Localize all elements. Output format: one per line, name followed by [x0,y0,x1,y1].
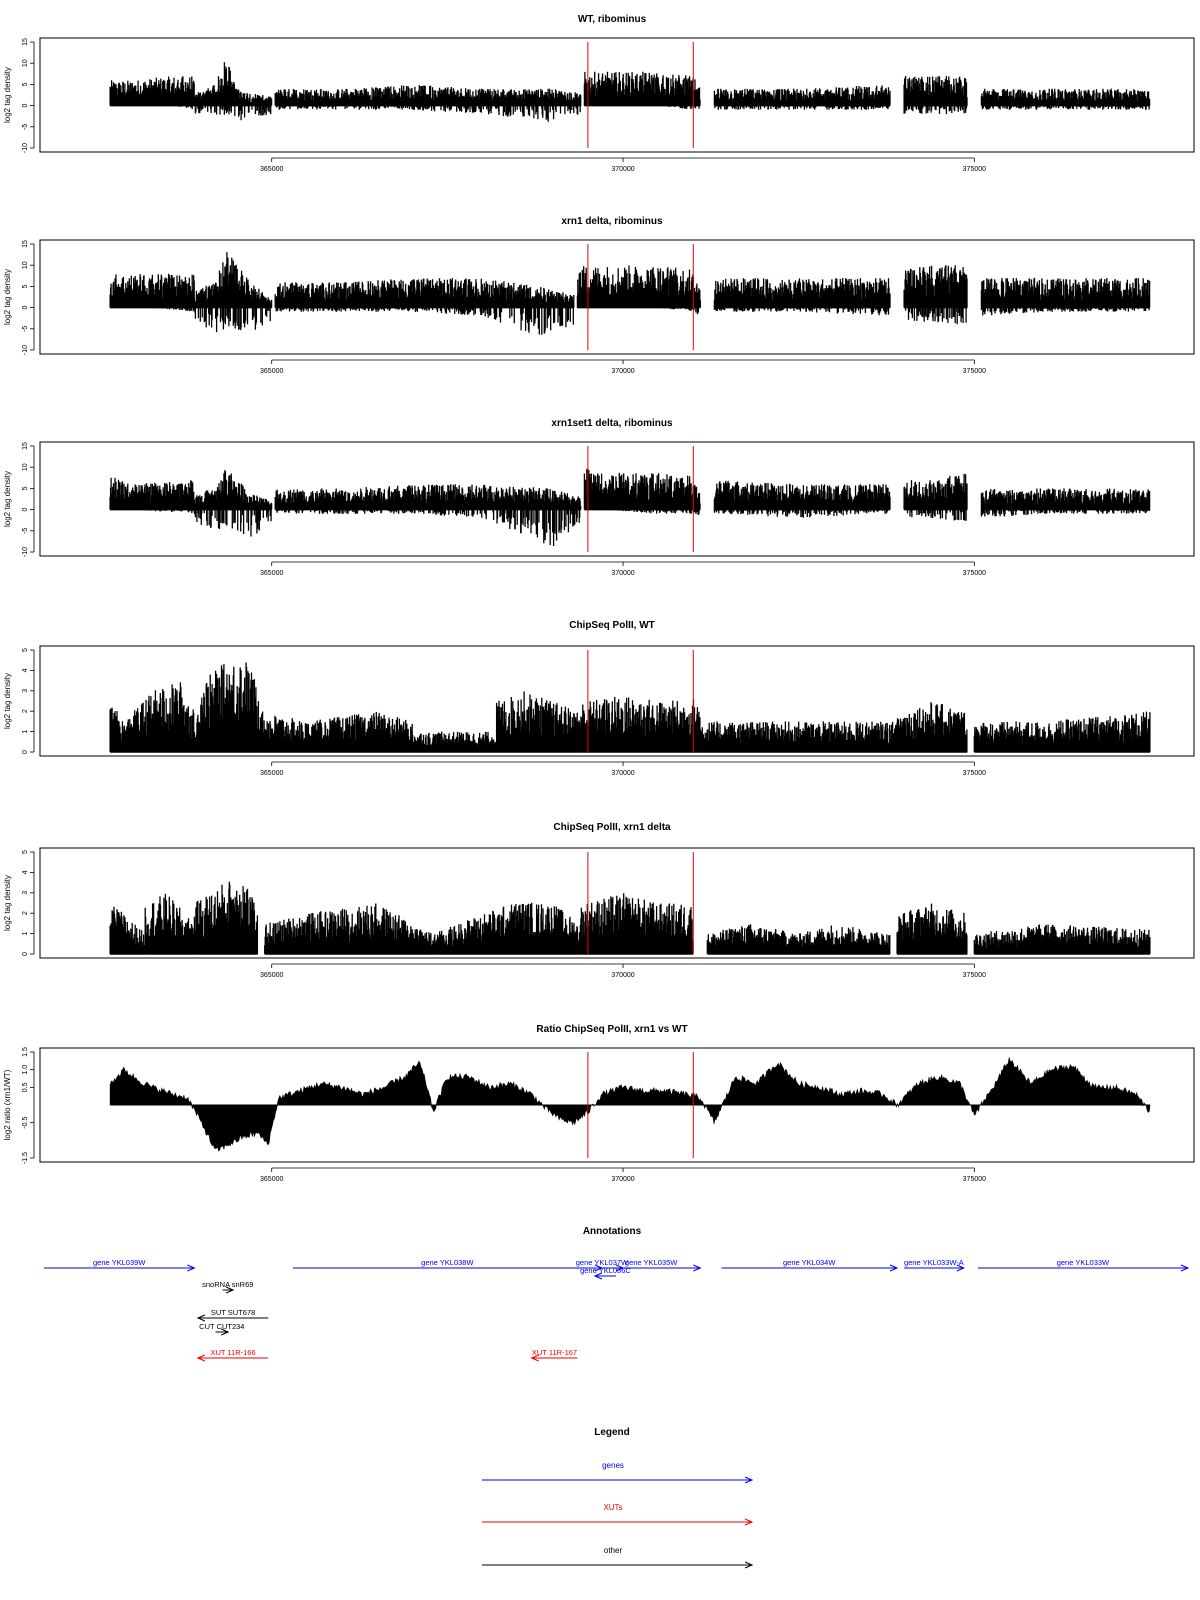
y-tick-label: 1 [22,729,29,734]
y-tick-label: 0 [22,103,29,108]
signal-bars [275,278,574,335]
annotation-label: CUT CUT234 [199,1322,245,1331]
y-tick-label: 5 [22,284,29,289]
y-tick-label: 0.5 [22,1082,29,1093]
y-tick-label: 15 [22,38,29,46]
y-axis-label: log2 tag density [3,672,12,730]
annotation-feature [293,1258,602,1271]
signal-bars [981,89,1149,110]
x-tick-label: 370000 [611,972,635,979]
signal-segment [981,89,1150,110]
signal-segment [275,85,581,122]
signal-bars [110,682,194,752]
signal-segment [581,697,700,752]
signal-segment [981,278,1150,316]
annotation-feature [978,1258,1188,1271]
y-tick-label: 4 [22,668,29,673]
signal-segment [897,904,967,954]
y-tick-label: 15 [22,240,29,248]
legend-item [482,1503,752,1525]
signal-segment [584,72,700,109]
signal-segment [707,924,890,954]
y-tick-label: 1.5 [22,1047,29,1057]
signal-segment [714,481,890,518]
y-tick-label: 2 [22,911,29,916]
signal-segment [700,721,897,752]
y-tick-label: 5 [22,648,29,652]
y-tick-label: 0 [22,952,29,956]
annotation-feature [198,1308,268,1321]
signal-segment [275,278,574,335]
annotation-label: gene YKL035W [624,1258,678,1267]
signal-segment [194,470,271,536]
signal-bars [275,484,581,546]
signal-segment [110,76,194,109]
signal-segment [412,732,496,752]
y-tick-label: 4 [22,870,29,875]
signal-bars [275,85,581,122]
signal-segment [265,904,434,955]
y-tick-label: 15 [22,442,29,450]
signal-segment [714,85,890,109]
signal-bars [904,474,967,521]
y-tick-label: -5 [22,123,29,130]
y-tick-label: -5 [22,325,29,332]
annotation-feature [580,1266,631,1279]
legend-item [482,1461,752,1483]
legend [482,1427,752,1568]
signal-segment [974,925,1150,955]
signal-segment [275,484,581,546]
y-tick-label: 0 [22,305,29,310]
panel-title: Ratio ChipSeq PolII, xrn1 vs WT [536,1024,688,1035]
signal-bars [194,62,271,120]
signal-segment [584,469,700,515]
signal-bars [110,478,194,513]
x-tick-label: 365000 [260,368,284,375]
y-tick-label: 2 [22,709,29,714]
y-tick-label: 0 [22,750,29,754]
y-tick-label: -10 [22,142,29,154]
panel-title: xrn1set1 delta, ribominus [551,418,673,429]
signal-bars [194,470,271,536]
y-tick-label: 5 [22,486,29,491]
annotation-label: gene YKL033W [1056,1258,1110,1267]
x-tick-label: 370000 [611,368,635,375]
chart-panel-5 [3,822,1194,979]
legend-label: XUTs [603,1503,623,1512]
signal-bars [981,488,1149,516]
annotation-feature [44,1258,194,1271]
signal-bars [110,907,145,954]
y-tick-label: 5 [22,850,29,854]
signal-bars [974,925,1150,955]
y-tick-label: 1 [22,931,29,936]
signal-bars [261,712,412,752]
annotation-feature [198,1348,268,1361]
y-tick-label: 0 [22,507,29,512]
signal-bars [584,469,700,515]
panel-title: WT, ribominus [577,14,647,25]
signal-segment [904,76,967,114]
signal-bars [707,924,890,954]
annotation-label: XUT 11R-167 [531,1348,578,1357]
signal-segment [714,278,890,315]
signal-segment [577,266,700,315]
signal-bars [194,882,257,954]
signal-bars [897,904,967,954]
panel-title: ChipSeq PolII, xrn1 delta [553,822,671,833]
panel-title: ChipSeq PolII, WT [569,620,655,631]
signal-bars [974,712,1150,752]
signal-segment [110,274,194,312]
annotation-label: SUT SUT678 [210,1308,256,1317]
signal-segment [981,488,1150,516]
y-tick-label: -10 [22,344,29,356]
panel-title: xrn1 delta, ribominus [561,216,663,227]
signal-bars [412,732,496,752]
y-tick-label: -5 [22,527,29,534]
y-tick-label: -10 [22,546,29,558]
signal-bars [145,894,194,954]
y-axis-label: log2 tag density [3,66,12,124]
x-tick-label: 375000 [962,368,987,375]
annotation-label: XUT 11R-166 [210,1348,256,1357]
x-tick-label: 365000 [260,1176,284,1183]
signal-bars [904,76,967,114]
signal-segment [904,265,967,324]
signal-segment [194,62,271,120]
annotation-label: gene YKL036C [580,1266,631,1275]
x-tick-label: 365000 [260,770,284,777]
annotation-label: gene YKL038W [421,1258,474,1267]
x-tick-label: 375000 [962,972,987,979]
signal-bars [497,692,581,753]
signal-bars [584,72,700,109]
x-tick-label: 375000 [962,570,987,577]
signal-bars [700,721,897,752]
signal-bars [714,278,890,315]
annotation-feature [532,1348,578,1361]
chart-panel-4 [3,620,1194,777]
y-axis-label: log2 ratio (xrn1/WT) [3,1069,12,1141]
annotation-feature [202,1280,253,1293]
signal-segment [433,903,581,954]
signal-segment [897,702,967,752]
signal-segment [904,474,967,521]
signal-bars [110,274,194,312]
ratio-area [110,1058,1150,1152]
signal-bars [110,76,194,109]
annotation-label: gene YKL037W [575,1258,629,1267]
legend-item [482,1546,752,1568]
y-tick-label: 3 [22,890,29,895]
y-tick-label: 10 [22,261,29,270]
signal-bars [265,904,433,955]
x-tick-label: 370000 [611,1176,635,1183]
signal-segment [497,692,581,753]
x-tick-label: 375000 [962,1176,987,1183]
legend-title: Legend [594,1427,630,1438]
annotation-feature [904,1258,964,1271]
y-axis-label: log2 tag density [3,470,12,528]
annotations-title: Annotations [582,1226,642,1237]
chart-panel-2 [3,216,1194,375]
x-tick-label: 365000 [260,166,284,173]
chart-panel-1 [3,14,1194,173]
signal-segment [110,682,194,752]
y-tick-label: -0.5 [22,1116,29,1129]
annotation-label: gene YKL034W [783,1258,836,1267]
chart-panel-3 [3,418,1194,577]
x-tick-label: 370000 [611,570,635,577]
signal-segment [194,882,257,954]
legend-label: genes [602,1461,624,1470]
y-axis-label: log2 tag density [3,268,12,326]
signal-bars [194,663,260,753]
signal-bars [581,697,700,752]
y-tick-label: 10 [22,463,29,472]
x-tick-label: 365000 [260,972,284,979]
y-tick-label: -1.5 [22,1151,29,1165]
annotations-track [44,1226,1188,1361]
y-tick-label: 1.0 [22,1064,29,1075]
signal-bars [433,903,581,954]
signal-bars [897,702,967,752]
legend-label: other [603,1546,623,1555]
x-tick-label: 375000 [962,770,987,777]
signal-bars [981,278,1149,316]
signal-segment [110,478,194,513]
signal-segment [261,712,412,752]
annotation-feature [199,1322,244,1335]
annotation-label: snoRNA snR69 [202,1280,254,1289]
chart-panel-6 [3,1024,1194,1183]
x-tick-label: 365000 [260,570,284,577]
signal-bars [714,481,890,518]
annotation-label: gene YKL039W [93,1258,146,1267]
signal-bars [904,265,967,324]
signal-bars [194,252,271,332]
y-axis-label: log2 tag density [3,874,12,932]
annotation-feature [721,1258,897,1271]
signal-segment [110,907,145,954]
signal-bars [581,893,693,954]
x-tick-label: 370000 [611,166,635,173]
y-tick-label: 3 [22,688,29,693]
signal-segment [974,712,1150,752]
x-tick-label: 375000 [962,166,987,173]
annotation-label: gene YKL033W-A [904,1258,964,1267]
signal-segment [194,252,271,332]
y-tick-label: 10 [22,59,29,68]
y-tick-label: 5 [22,82,29,87]
x-tick-label: 370000 [611,770,635,777]
signal-segment [145,894,194,954]
signal-segment [194,663,261,753]
signal-segment [581,893,693,954]
